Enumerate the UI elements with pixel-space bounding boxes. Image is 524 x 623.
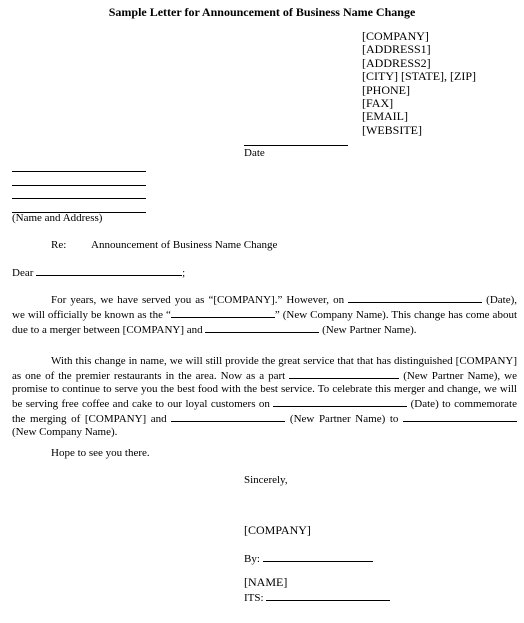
para2-date-blank bbox=[273, 396, 407, 407]
its-blank bbox=[266, 590, 390, 601]
sender-email: [EMAIL] bbox=[362, 109, 408, 124]
paragraph-2 bbox=[12, 355, 517, 439]
para1-a: For years, we have served you as “[COMPANY].” However, on bbox=[51, 294, 345, 306]
re-label: Re: bbox=[51, 239, 67, 251]
re-subject: Announcement of Business Name Change bbox=[91, 239, 278, 251]
letter-title: Sample Letter for Announcement of Business Name Change bbox=[108, 5, 416, 19]
para1-b: (Date), we will officially be known as the “ bbox=[12, 294, 518, 321]
recipient-line bbox=[12, 185, 146, 186]
sender-address-block bbox=[362, 30, 476, 137]
para2-a: With this change in name, we will still provide the great service that that has distinguished [COMPANY] as one of the premier restaurants in the area. Now as a part bbox=[12, 355, 517, 382]
signature-by bbox=[244, 551, 373, 566]
recipient-label: (Name and Address) bbox=[12, 212, 103, 224]
subject-line bbox=[51, 239, 277, 252]
para2-d: (New Partner Name) to bbox=[289, 413, 399, 425]
recipient-line bbox=[12, 198, 146, 199]
para1-date-blank bbox=[348, 292, 482, 303]
sender-address1: [ADDRESS1] bbox=[362, 42, 431, 57]
sign-off: Sincerely, bbox=[244, 474, 288, 486]
salutation bbox=[12, 265, 185, 280]
recipient-line bbox=[12, 171, 146, 172]
salutation-blank bbox=[36, 265, 182, 276]
sender-fax: [FAX] bbox=[362, 96, 394, 111]
para1-c: ” (New Company Name). This change has come about due to a merger between [COMPANY] and bbox=[12, 309, 517, 336]
closing-line: Hope to see you there. bbox=[51, 447, 150, 459]
date-label: Date bbox=[244, 147, 265, 159]
signature-name: [NAME] bbox=[244, 575, 288, 589]
para2-partner-blank-2 bbox=[171, 411, 285, 422]
signature-its bbox=[244, 590, 390, 605]
para2-c: (Date) to commemorate the merging of [COMPANY] and bbox=[12, 398, 517, 425]
para1-company-blank bbox=[171, 307, 275, 318]
sender-company: [COMPANY] bbox=[362, 29, 429, 43]
para2-e: (New Company Name). bbox=[12, 426, 118, 438]
sender-address2: [ADDRESS2] bbox=[362, 55, 431, 70]
sender-phone: [PHONE] bbox=[362, 82, 410, 97]
para1-d: (New Partner Name). bbox=[322, 324, 417, 336]
paragraph-1 bbox=[12, 292, 517, 337]
its-label: ITS: bbox=[244, 592, 264, 604]
signature-company: [COMPANY] bbox=[244, 523, 311, 537]
sender-city-state-zip: [CITY] [STATE], [ZIP] bbox=[362, 69, 477, 84]
para2-b: (New Partner Name), we promise to continue to serve you the best food with the best service. To celebrate this merger and change, we will be serving free coffee and cake to our loyal customers on bbox=[12, 370, 518, 410]
by-blank bbox=[263, 551, 373, 562]
sender-website: [WEBSITE] bbox=[362, 122, 422, 137]
para2-partner-blank bbox=[289, 368, 399, 379]
salutation-end: ; bbox=[182, 267, 186, 279]
by-label: By: bbox=[244, 553, 260, 565]
date-blank-line bbox=[244, 145, 348, 146]
salutation-word: Dear bbox=[12, 267, 34, 279]
para2-company-blank bbox=[403, 411, 517, 422]
para1-partner-blank bbox=[205, 322, 319, 333]
